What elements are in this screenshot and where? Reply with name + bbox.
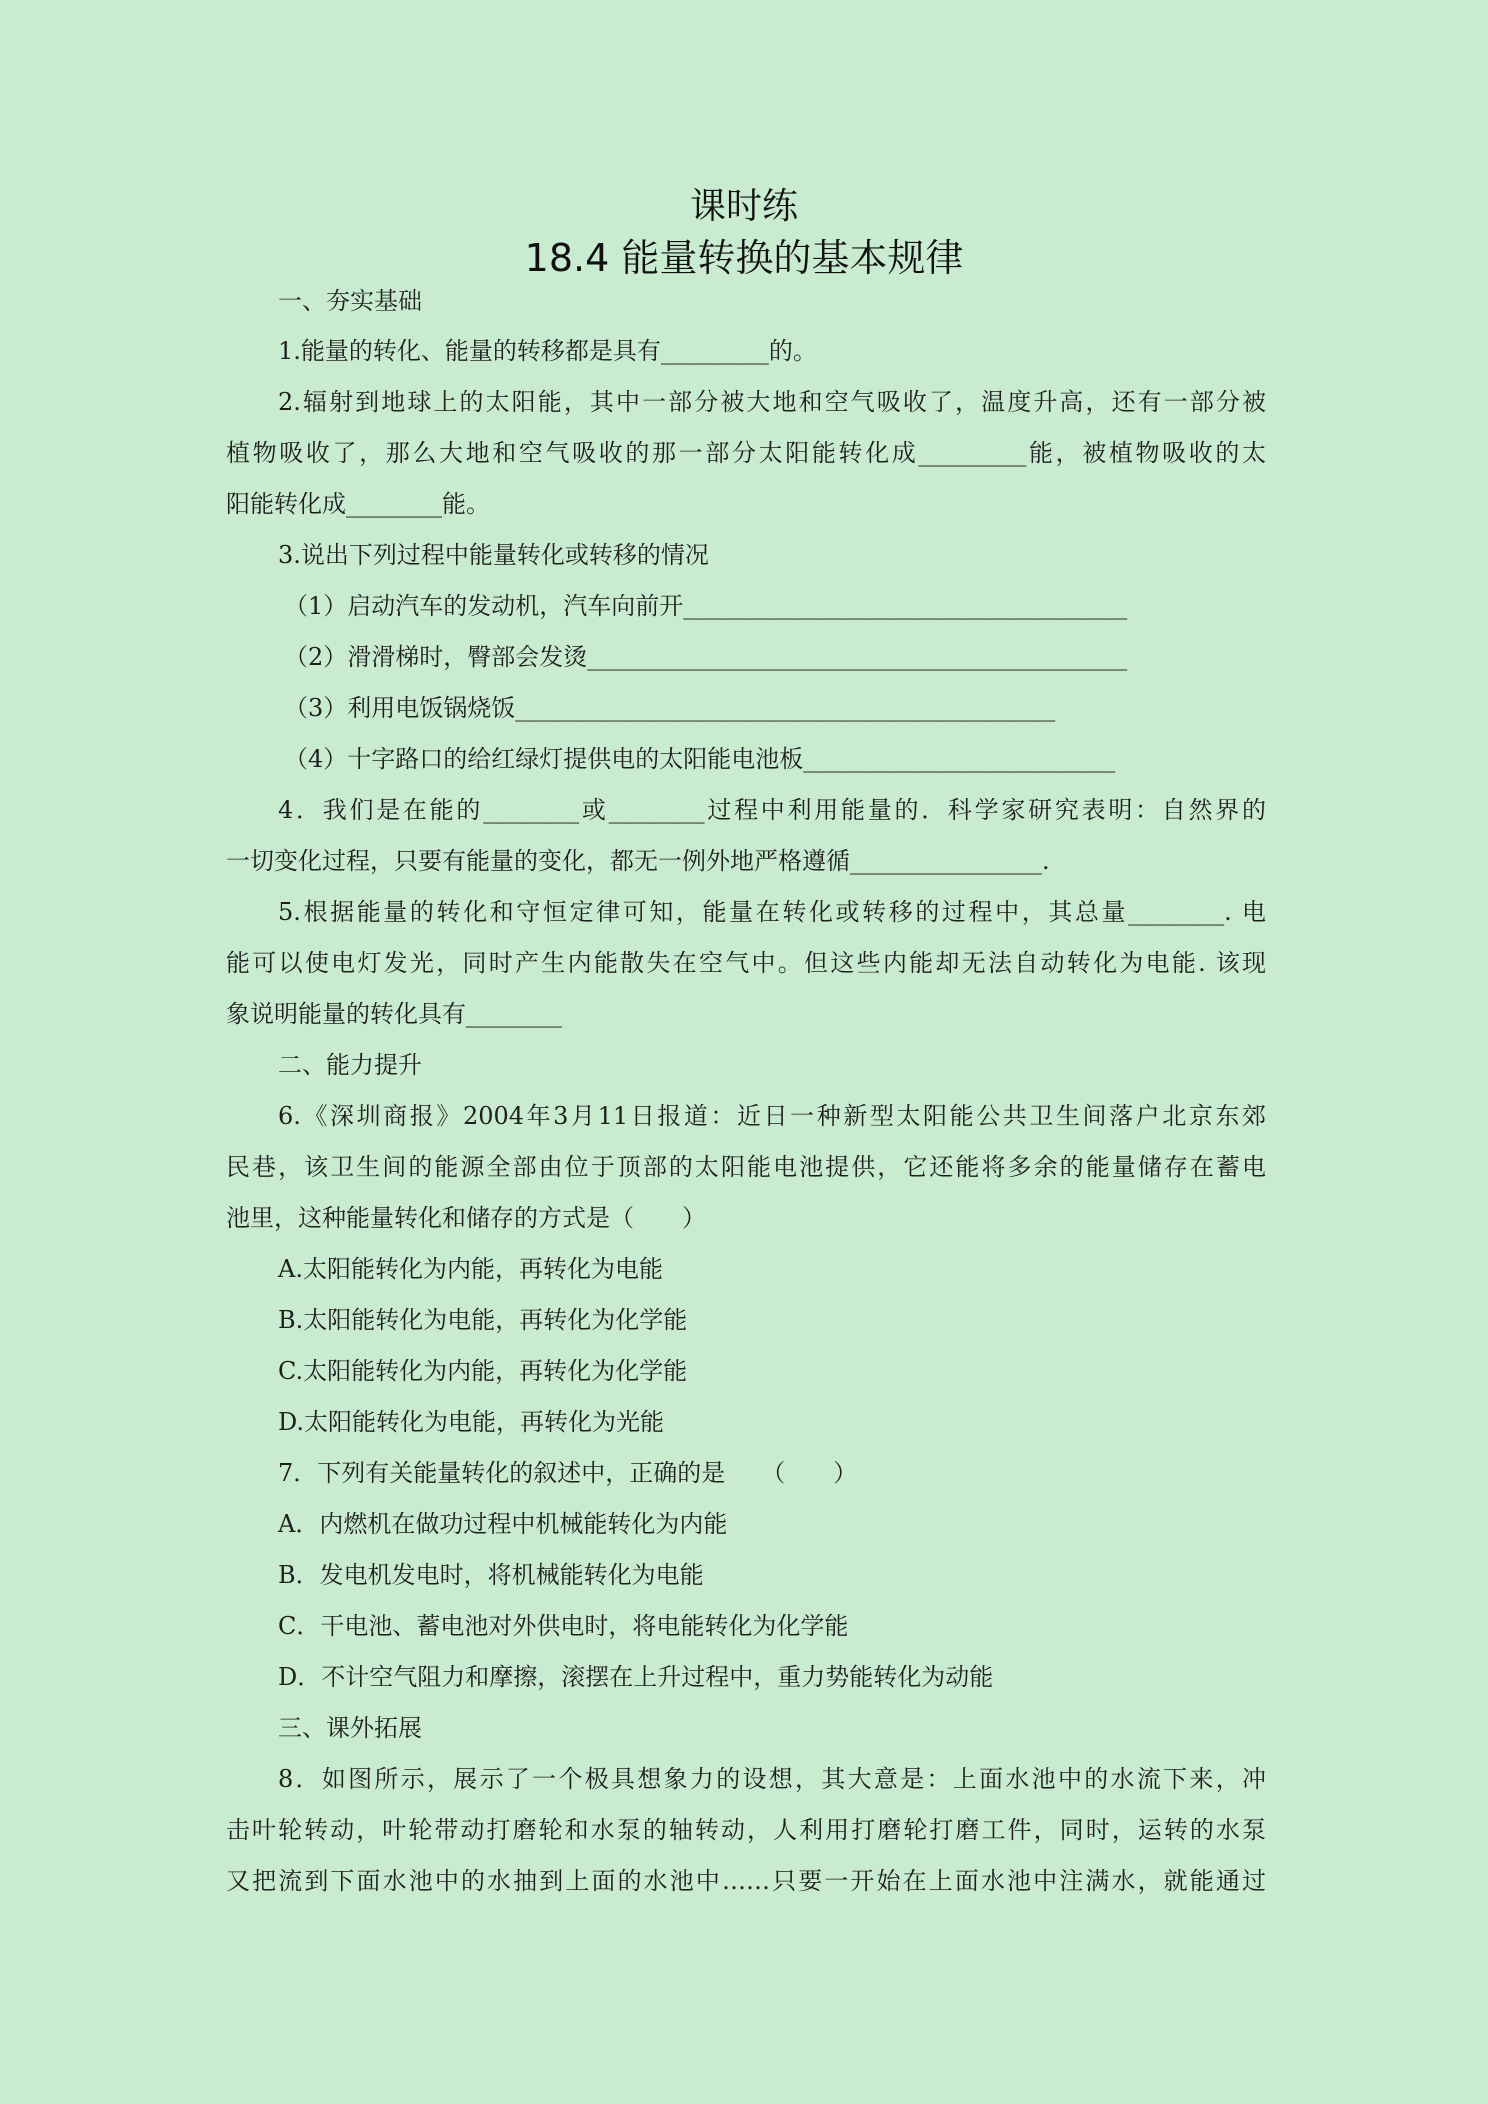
sub-question-line: （2）滑滑梯时，臀部会发烫_____________________________________________ — [284, 643, 1128, 671]
question-line: 阳能转化成________能。 — [226, 490, 490, 518]
section-heading: 一、夯实基础 — [278, 287, 422, 315]
sub-question-line: （1）启动汽车的发动机，汽车向前开_____________________________________ — [284, 592, 1128, 620]
question-line: 2.辐射到地球上的太阳能，其中一部分被大地和空气吸收了，温度升高，还有一部分被 — [278, 388, 1266, 416]
section-heading: 二、能力提升 — [278, 1051, 422, 1079]
option-line: D.太阳能转化为电能，再转化为光能 — [278, 1408, 665, 1436]
question-line: 象说明能量的转化具有________ — [226, 1000, 562, 1028]
question-line: 8．如图所示，展示了一个极具想象力的设想，其大意是：上面水池中的水流下来，冲 — [278, 1765, 1266, 1793]
lesson-title: 18.4 能量转换的基本规律 — [524, 236, 964, 280]
question-line: 池里，这种能量转化和储存的方式是（ ） — [226, 1204, 706, 1232]
option-line: C．干电池、蓄电池对外供电时，将电能转化为化学能 — [278, 1612, 849, 1640]
question-line: 民巷，该卫生间的能源全部由位于顶部的太阳能电池提供，它还能将多余的能量储存在蓄电 — [226, 1153, 1266, 1181]
section-heading: 三、课外拓展 — [278, 1714, 422, 1742]
question-line: 又把流到下面水池中的水抽到上面的水池中……只要一开始在上面水池中注满水，就能通过 — [226, 1867, 1266, 1895]
option-line: B．发电机发电时，将机械能转化为电能 — [278, 1561, 704, 1589]
question-line: 4．我们是在能的________或________过程中利用能量的．科学家研究表明：自然界的 — [278, 796, 1266, 824]
option-line: A．内燃机在做功过程中机械能转化为内能 — [278, 1510, 728, 1538]
question-line: 6.《深圳商报》2004年3月11日报道：近日一种新型太阳能公共卫生间落户北京东郊 — [278, 1102, 1266, 1130]
question-line: 击叶轮转动，叶轮带动打磨轮和水泵的轴转动，人利用打磨轮打磨工件，同时，运转的水泵 — [226, 1816, 1266, 1844]
question-line: 植物吸收了，那么大地和空气吸收的那一部分太阳能转化成_________能，被植物吸收的太 — [226, 439, 1266, 467]
question-line: 5.根据能量的转化和守恒定律可知，能量在转化或转移的过程中，其总量________. 电 — [278, 898, 1266, 926]
option-line: C.太阳能转化为内能，再转化为化学能 — [278, 1357, 688, 1385]
question-line: 一切变化过程，只要有能量的变化，都无一例外地严格遵循________________. — [226, 847, 1050, 875]
question-line: 7．下列有关能量转化的叙述中，正确的是 （ ） — [278, 1459, 858, 1487]
option-line: B.太阳能转化为电能，再转化为化学能 — [278, 1306, 688, 1334]
option-line: D．不计空气阻力和摩擦，滚摆在上升过程中，重力势能转化为动能 — [278, 1663, 994, 1691]
sub-question-line: （3）利用电饭锅烧饭_____________________________________________ — [284, 694, 1056, 722]
question-line: 1.能量的转化、能量的转移都是具有_________的。 — [278, 337, 817, 365]
sub-question-line: （4）十字路口的给红绿灯提供电的太阳能电池板__________________________ — [284, 745, 1116, 773]
question-line: 3.说出下列过程中能量转化或转移的情况 — [278, 541, 709, 569]
document-title: 课时练 — [689, 186, 798, 227]
question-line: 能可以使电灯发光，同时产生内能散失在空气中。但这些内能却无法自动转化为电能. 该现 — [226, 949, 1266, 977]
option-line: A.太阳能转化为内能，再转化为电能 — [278, 1255, 663, 1283]
